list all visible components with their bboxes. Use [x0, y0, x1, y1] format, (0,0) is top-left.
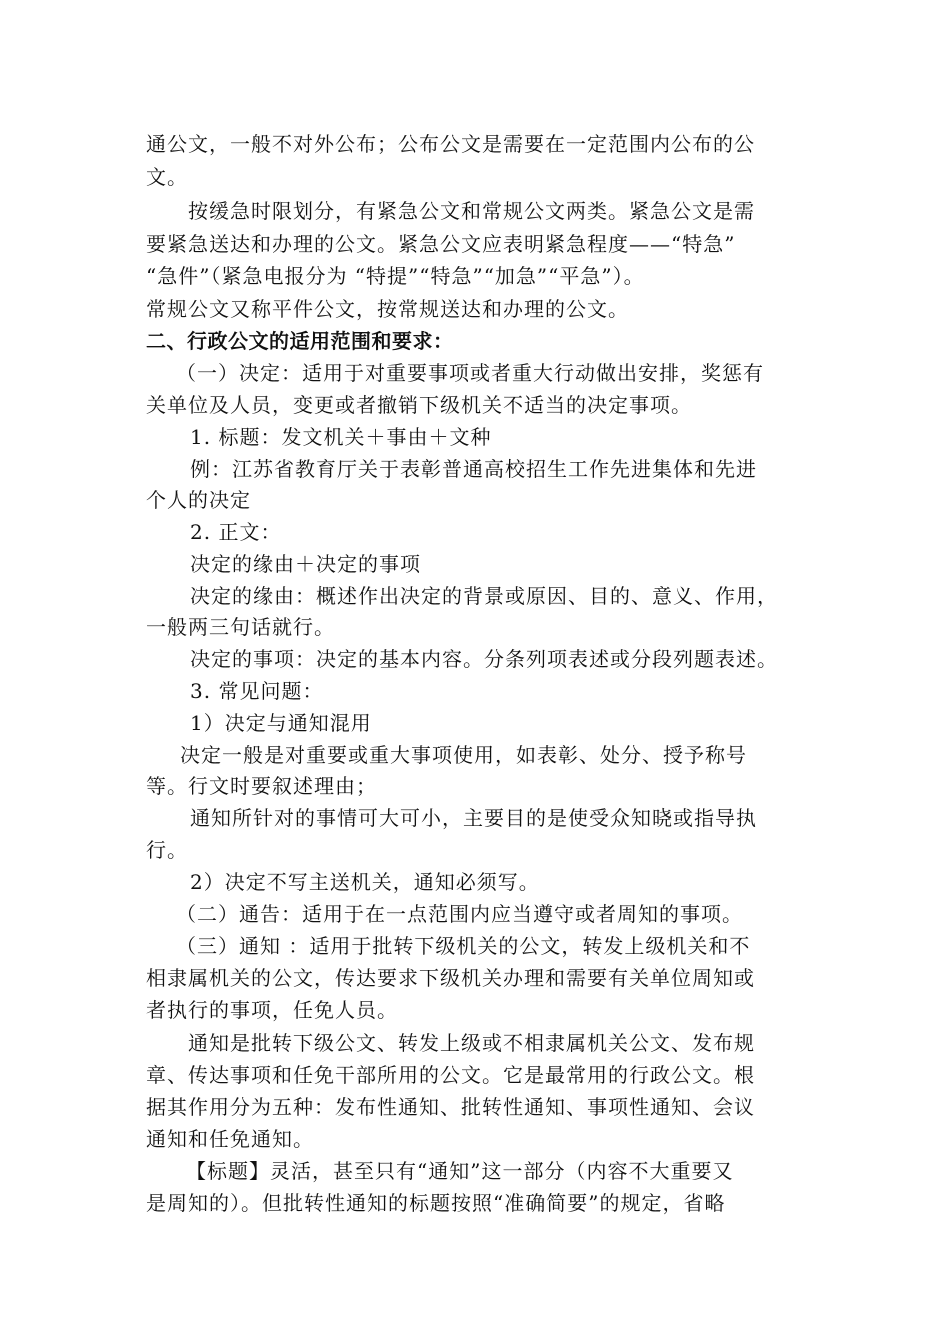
text-line: 决定的缘由：概述作出决定的背景或原因、目的、意义、作用，	[190, 584, 778, 608]
text-line: （三）通知 ：适用于批转下级机关的公文，转发上级机关和不	[176, 934, 751, 958]
text-line: 者执行的事项，任免人员。	[146, 998, 398, 1022]
text-line: 个人的决定	[146, 488, 251, 512]
text-line: 决定的事项：决定的基本内容。分条列项表述或分段列题表述。	[190, 647, 778, 671]
text-line: 通知是批转下级公文、转发上级或不相隶属机关公文、发布规	[188, 1031, 755, 1055]
text-line: 1）决定与通知混用	[190, 711, 372, 735]
text-line: 决定一般是对重要或重大事项使用，如表彰、处分、授予称号	[180, 743, 747, 767]
text-line: 通知所针对的事情可大可小，主要目的是使受众知晓或指导执	[190, 806, 757, 830]
text-line: 3. 常见问题：	[190, 679, 324, 703]
text-line: 决定的缘由＋决定的事项	[190, 552, 421, 576]
text-line: 相隶属机关的公文，传达要求下级机关办理和需要有关单位周知或	[146, 966, 755, 990]
text-line: 按缓急时限划分，有紧急公文和常规公文两类。紧急公文是需	[188, 199, 755, 223]
text-line: 一般两三句话就行。	[146, 615, 335, 639]
text-line: 关单位及人员，变更或者撤销下级机关不适当的决定事项。	[146, 393, 692, 417]
text-line: “急件”（紧急电报分为 “特提”“特急”“加急”“平急”）。	[146, 264, 645, 288]
text-line: 章、传达事项和任免干部所用的公文。它是最常用的行政公文。根	[146, 1063, 755, 1087]
text-line: 【标题】灵活，甚至只有“通知”这一部分（内容不大重要又	[186, 1159, 734, 1183]
section-heading: 二、行政公文的适用范围和要求：	[146, 329, 454, 353]
text-line: 是周知的）。但批转性通知的标题按照“准确简要”的规定，省略	[146, 1191, 726, 1215]
text-line: 例：江苏省教育厅关于表彰普通高校招生工作先进集体和先进	[190, 457, 757, 481]
text-line: 通知和任免通知。	[146, 1127, 314, 1151]
text-line: 2. 正文：	[190, 520, 282, 544]
text-line: 行。	[146, 838, 188, 862]
text-line: （二）通告：适用于在一点范围内应当遵守或者周知的事项。	[176, 902, 743, 926]
text-line: 通公文，一般不对外公布；公布公文是需要在一定范围内公布的公	[146, 132, 755, 156]
text-line: 2）决定不写主送机关，通知必须写。	[190, 870, 540, 894]
text-line: 文。	[146, 165, 188, 189]
text-line: 等。行文时要叙述理由；	[146, 774, 377, 798]
text-line: 1. 标题：发文机关＋事由＋文种	[190, 425, 492, 449]
text-line: 要紧急送达和办理的公文。紧急公文应表明紧急程度——“特急”	[146, 232, 736, 256]
text-line: 据其作用分为五种：发布性通知、批转性通知、事项性通知、会议	[146, 1095, 755, 1119]
text-line: 常规公文又称平件公文，按常规送达和办理的公文。	[146, 297, 629, 321]
text-line: （一）决定：适用于对重要事项或者重大行动做出安排，奖惩有	[176, 361, 764, 385]
